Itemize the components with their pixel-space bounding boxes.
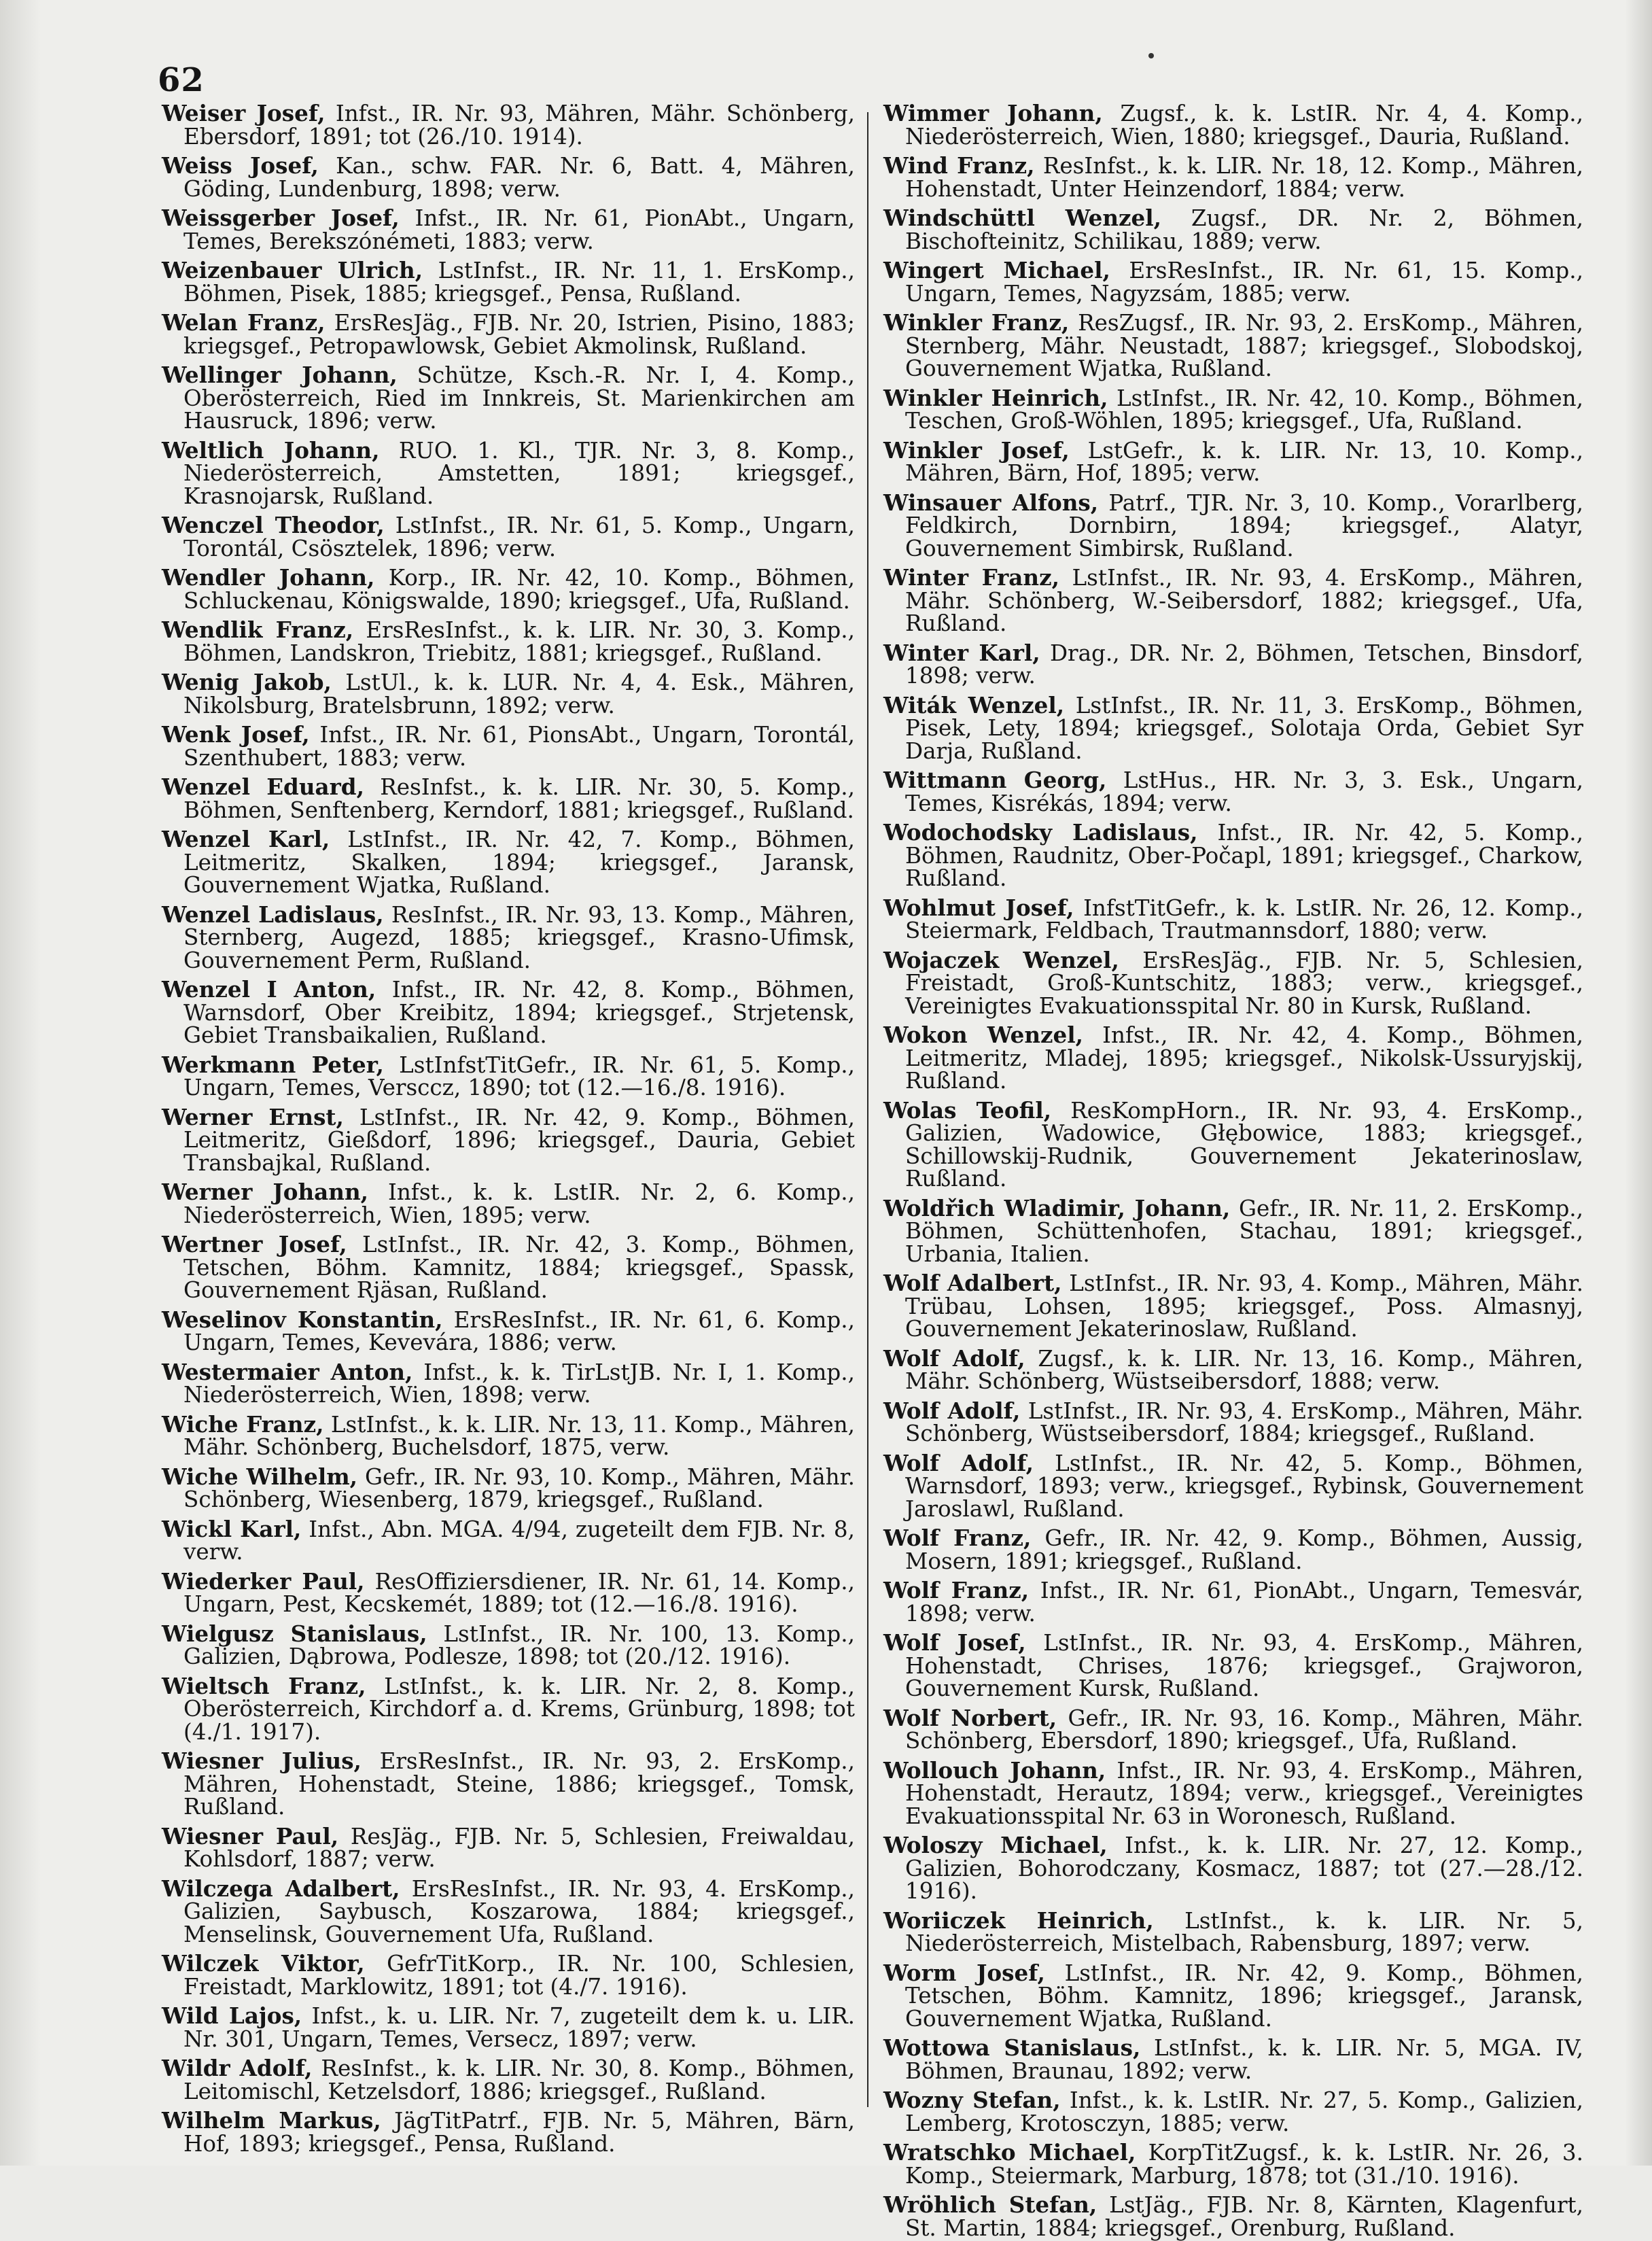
entry-details: ErsResJäg., FJB. Nr. 5, Schlesien, Freistadt, Groß-Kuntschitz, 1883; verw., kriegsgef., Vereinigtes Evakuationsspital Nr. 80 in Kursk, Rußland. — [905, 947, 1583, 1019]
entry-details: Gefr., IR. Nr. 93, 16. Komp., Mähren, Mähr. Schönberg, Ebersdorf, 1890; kriegsgef., Ufa, Rußland. — [905, 1705, 1583, 1754]
entry-details: Infst., Abn. MGA. 4/94, zugeteilt dem FJB. Nr. 8, verw. — [183, 1516, 856, 1565]
casualty-entry — [883, 311, 1583, 381]
casualty-entry — [162, 1410, 855, 1460]
entry-name: Wiederker Paul, — [162, 1567, 365, 1595]
entry-details: LstInfst., k. k. LIR. Nr. 2, 8. Komp., Oberösterreich, Kirchdorf a. d. Krems, Grünburg, 1898; tot (4./1. 1917). — [183, 1673, 856, 1745]
casualty-entry — [162, 154, 855, 201]
casualty-entry — [162, 903, 855, 973]
page-number: 62 — [158, 61, 205, 99]
entry-name: Wröhlich Stefan, — [883, 2191, 1097, 2218]
entry-name: Wendler Johann, — [162, 564, 375, 591]
casualty-entry — [883, 1272, 1583, 1341]
casualty-entry — [162, 1622, 855, 1669]
entry-name: Weselinov Konstantin, — [162, 1306, 443, 1333]
casualty-entry — [883, 384, 1584, 434]
entry-details: Infst., IR. Nr. 61, PionsAbt., Ungarn, Torontál, Szenthubert, 1883; verw. — [183, 722, 856, 771]
casualty-entry — [162, 514, 855, 560]
casualty-entry — [162, 259, 855, 305]
entry-name: Wiche Wilhelm, — [162, 1463, 358, 1490]
entry-details: ResInfst., k. k. LIR. Nr. 18, 12. Komp., Mähren, Hohenstadt, Unter Heinzendorf, 1884; verw. — [905, 153, 1583, 202]
entry-name: Woloszy Michael, — [883, 1832, 1108, 1858]
casualty-entry — [162, 671, 855, 717]
entry-name: Wolf Adolf, — [883, 1344, 1025, 1372]
entry-details: LstInfst., IR. Nr. 11, 3. ErsKomp., Böhmen, Pisek, Lety, 1894; kriegsgef., Solotaja Orda, Gebiet Syr Darja, Rußland. — [905, 692, 1583, 764]
entry-details: LstInfst., IR. Nr. 93, 4. Komp., Mähren, Mähr. Trübau, Lohsen, 1895; kriegsgef., Poss. Almasnyj, Gouvernement Jekaterinoslaw, Rußland. — [905, 1270, 1583, 1342]
casualty-entry — [883, 1704, 1583, 1754]
entry-name: Wiche Franz, — [162, 1410, 324, 1438]
entry-name: Werner Ernst, — [162, 1103, 344, 1130]
entry-details: ResInfst., k. k. LIR. Nr. 30, 5. Komp., Böhmen, Senftenberg, Kerndorf, 1881; kriegsgef., Rußland. — [183, 774, 855, 823]
casualty-entry — [162, 566, 855, 612]
entry-details: LstInfst., IR. Nr. 42, 5. Komp., Böhmen, Warnsdorf, 1893; verw., kriegsgef., Rybinsk, Gouvernement Jaroslawl, Rußland. — [905, 1450, 1583, 1522]
casualty-entry — [883, 491, 1583, 561]
casualty-entry — [162, 723, 855, 769]
casualty-entry — [883, 1449, 1583, 1522]
entry-details: Gefr., IR. Nr. 42, 9. Komp., Böhmen, Aussig, Mosern, 1891; kriegsgef., Rußland. — [905, 1525, 1583, 1574]
casualty-entry — [883, 2141, 1583, 2187]
entry-name: Werkmann Peter, — [162, 1051, 384, 1078]
casualty-entry — [883, 1631, 1583, 1701]
casualty-entry — [162, 2004, 855, 2051]
entry-name: Wolf Josef, — [883, 1629, 1026, 1656]
entry-name: Wenig Jakob, — [162, 669, 332, 695]
casualty-entry — [883, 2089, 1583, 2135]
entry-name: Wohlmut Josef, — [883, 894, 1074, 921]
entry-details: LstJäg., FJB. Nr. 8, Kärnten, Klagenfurt, St. Martin, 1884; kriegsgef., Orenburg, Rußland. — [905, 2192, 1583, 2241]
entry-details: LstInfst., IR. Nr. 42, 10. Komp., Böhmen, Teschen, Groß-Wöhlen, 1895; kriegsgef., Ufa, Rußland. — [905, 385, 1584, 434]
entry-name: Weissgerber Josef, — [162, 205, 400, 231]
casualty-entry — [162, 1465, 855, 1512]
entry-name: Wickl Karl, — [162, 1515, 302, 1542]
entry-details: LstHus., HR. Nr. 3, 3. Esk., Ungarn, Temes, Kisrékás, 1894; verw. — [905, 767, 1583, 816]
entry-details: Infst., k. k. LIR. Nr. 27, 12. Komp., Galizien, Bohorodczany, Kosmacz, 1887; tot (27.—28./12. 1916). — [905, 1832, 1583, 1904]
entry-name: Wottowa Stanislaus, — [883, 2034, 1141, 2061]
entry-name: Wojaczek Wenzel, — [883, 946, 1119, 973]
casualty-entry — [883, 566, 1583, 636]
entry-name: Wildr Adolf, — [162, 2055, 313, 2081]
entry-details: Schütze, Ksch.-R. Nr. I, 4. Komp., Oberösterreich, Ried im Innkreis, St. Marienkirchen am Hausruck, 1896; verw. — [183, 362, 855, 434]
casualty-entry — [162, 1877, 855, 1947]
entry-name: Wilczek Viktor, — [162, 1950, 365, 1977]
entry-name: Wild Lajos, — [162, 2002, 302, 2029]
casualty-entry — [883, 1959, 1583, 2032]
casualty-entry — [162, 102, 855, 148]
casualty-entry — [162, 1233, 855, 1302]
entry-details: LstInfst., IR. Nr. 61, 5. Komp., Ungarn, Torontál, Csösztelek, 1896; verw. — [183, 513, 856, 561]
casualty-entry — [162, 616, 855, 666]
entry-details: Infst., IR. Nr. 42, 4. Komp., Böhmen, Leitmeritz, Mladej, 1895; kriegsgef., Nikolsk-Ussuryjskij, Rußland. — [905, 1022, 1584, 1094]
casualty-entry — [162, 436, 855, 509]
entry-name: Wenzel Eduard, — [162, 774, 364, 800]
scan-shadow-right — [1625, 0, 1652, 2166]
entry-name: Wokon Wenzel, — [883, 1022, 1083, 1048]
entry-name: Westermaier Anton, — [162, 1358, 413, 1385]
entry-name: Wolf Norbert, — [883, 1704, 1057, 1731]
casualty-entry — [883, 1194, 1584, 1267]
entry-name: Wiesner Paul, — [162, 1822, 339, 1849]
entry-details: LstInfst., IR. Nr. 93, 4. ErsKomp., Mähren, Hohenstadt, Chrises, 1876; kriegsgef., Grajworon, Gouvernement Kursk, Rußland. — [905, 1630, 1583, 1701]
entry-details: Infst., k. u. LIR. Nr. 7, zugeteilt dem k. u. LIR. Nr. 301, Ungarn, Temes, Versecz, 1897; verw. — [183, 2003, 855, 2052]
entry-details: LstInfst., IR. Nr. 100, 13. Komp., Galizien, Dąbrowa, Podlesze, 1898; tot (20./12. 1916). — [183, 1620, 855, 1669]
entry-details: ErsResInfst., k. k. LIR. Nr. 30, 3. Komp., Böhmen, Landskron, Triebitz, 1881; kriegsgef., Rußland. — [183, 617, 855, 666]
casualty-entry — [883, 821, 1583, 890]
entry-details: ResInfst., IR. Nr. 93, 13. Komp., Mähren, Sternberg, Augezd, 1885; kriegsgef., Krasno-Ufimsk, Gouvernement Perm, Rußland. — [183, 901, 855, 973]
casualty-entry — [883, 1096, 1583, 1192]
entry-details: ResOffiziersdiener, IR. Nr. 61, 14. Komp., Ungarn, Pest, Kecskemét, 1889; tot (12.—16./8. 1916). — [183, 1568, 855, 1617]
entry-details: LstInfstTitGefr., IR. Nr. 61, 5. Komp., Ungarn, Temes, Versccz, 1890; tot (12.—16./8. 1916). — [183, 1052, 856, 1100]
entry-details: Gefr., IR. Nr. 11, 2. ErsKomp., Böhmen, Schüttenhofen, Stachau, 1891; kriegsgef., Urbania, Italien. — [905, 1195, 1584, 1267]
casualty-entry — [883, 207, 1583, 253]
entry-name: Wieltsch Franz, — [162, 1672, 366, 1699]
casualty-entry — [162, 1103, 855, 1176]
entry-details: ResInfst., k. k. LIR. Nr. 30, 8. Komp., Böhmen, Leitomischl, Ketzelsdorf, 1886; kriegsgef., Rußland. — [183, 2055, 855, 2104]
casualty-entry — [883, 1756, 1584, 1829]
entry-details: Patrf., TJR. Nr. 3, 10. Komp., Vorarlberg, Feldkirch, Dornbirn, 1894; kriegsgef., Alatyr, Gouvernement Simbirsk, Rußland. — [905, 489, 1583, 561]
casualty-entry — [162, 978, 855, 1047]
casualty-entry — [883, 1527, 1583, 1573]
entry-details: ResJäg., FJB. Nr. 5, Schlesien, Freiwaldau, Kohlsdorf, 1887; verw. — [183, 1823, 856, 1872]
casualty-entry — [162, 1181, 855, 1227]
entry-name: Witák Wenzel, — [883, 691, 1065, 718]
entry-details: LstInfst., k. k. LIR. Nr. 5, MGA. IV, Böhmen, Braunau, 1892; verw. — [905, 2035, 1583, 2084]
entry-name: Wodochodsky Ladislaus, — [883, 819, 1198, 846]
entry-details: LstUl., k. k. LUR. Nr. 4, 4. Esk., Mähren, Nikolsburg, Bratelsbrunn, 1892; verw. — [183, 670, 855, 718]
entry-name: Winkler Heinrich, — [883, 384, 1108, 411]
casualty-entry — [162, 1567, 855, 1617]
entry-name: Wozny Stefan, — [883, 2087, 1061, 2113]
entry-name: Wilhelm Markus, — [162, 2107, 381, 2134]
entry-name: Woriiczek Heinrich, — [883, 1907, 1154, 1934]
entry-details: Korp., IR. Nr. 42, 10. Komp., Böhmen, Schluckenau, Königswalde, 1890; kriegsgef., Ufa, Rußland. — [183, 565, 856, 614]
entry-name: Wind Franz, — [883, 152, 1035, 179]
entry-details: JägTitPatrf., FJB. Nr. 5, Mähren, Bärn, Hof, 1893; kriegsgef., Pensa, Rußland. — [183, 2108, 855, 2157]
entry-name: Wenk Josef, — [162, 721, 310, 748]
entry-name: Wiesner Julius, — [162, 1748, 362, 1774]
casualty-entry — [162, 1358, 855, 1408]
entry-name: Wolas Teofil, — [883, 1096, 1052, 1124]
entry-name: Wingert Michael, — [883, 257, 1110, 283]
right-column — [883, 100, 1584, 2241]
casualty-entry — [883, 1024, 1583, 1093]
entry-details: Infst., k. k. TirLstJB. Nr. I, 1. Komp., Niederösterreich, Wien, 1898; verw. — [183, 1359, 855, 1408]
entry-details: LstGefr., k. k. LIR. Nr. 13, 10. Komp., Mähren, Bärn, Hof, 1895; verw. — [905, 437, 1584, 486]
entry-name: Wertner Josef, — [162, 1231, 347, 1257]
casualty-entry — [883, 2193, 1583, 2240]
entry-details: Infst., IR. Nr. 42, 8. Komp., Böhmen, Warnsdorf, Ober Kreibitz, 1894; kriegsgef., Strjetensk, Gebiet Transbaikalien, Rußland. — [183, 977, 856, 1048]
entry-details: LstInfst., IR. Nr. 93, 4. ErsKomp., Mähren, Mähr. Schönberg, W.-Seibersdorf, 1882; kriegsgef., Ufa, Rußland. — [905, 565, 1583, 636]
entry-details: Infst., IR. Nr. 61, PionAbt., Ungarn, Temesvár, 1898; verw. — [905, 1578, 1583, 1627]
entry-name: Wolf Adolf, — [883, 1397, 1021, 1424]
entry-details: Zugsf., k. k. LIR. Nr. 13, 16. Komp., Mähren, Mähr. Schönberg, Wüstseibersdorf, 1888; verw. — [905, 1345, 1583, 1394]
entry-details: ResZugsf., IR. Nr. 93, 2. ErsKomp., Mähren, Sternberg, Mähr. Neustadt, 1887; kriegsgef., Slobodskoj, Gouvernement Wjatka, Rußland. — [905, 310, 1583, 381]
entry-details: InfstTitGefr., k. k. LstIR. Nr. 26, 12. Komp., Steiermark, Feldbach, Trautmannsdorf, 1880; verw. — [905, 894, 1583, 943]
entry-details: RUO. 1. Kl., TJR. Nr. 3, 8. Komp., Niederösterreich, Amstetten, 1891; kriegsgef., Krasnojarsk, Rußland. — [183, 437, 855, 509]
casualty-entry — [883, 769, 1583, 815]
entry-details: ErsResJäg., FJB. Nr. 20, Istrien, Pisino, 1883; kriegsgef., Petropawlowsk, Gebiet Akmolinsk, Rußland. — [183, 310, 855, 359]
casualty-entry — [162, 207, 855, 253]
casualty-entry — [162, 1750, 855, 1819]
casualty-entry — [883, 639, 1583, 689]
entry-details: LstInfst., IR. Nr. 11, 1. ErsKomp., Böhmen, Pisek, 1885; kriegsgef., Pensa, Rußland. — [183, 258, 855, 307]
entry-name: Wenzel Ladislaus, — [162, 901, 384, 928]
left-column — [162, 100, 856, 2157]
entry-name: Winkler Franz, — [883, 309, 1070, 336]
entry-name: Wollouch Johann, — [883, 1756, 1106, 1784]
casualty-entry — [162, 828, 855, 897]
casualty-entry — [162, 1308, 855, 1355]
entry-name: Wolf Franz, — [883, 1525, 1032, 1551]
entry-name: Weiser Josef, — [162, 100, 326, 126]
entry-details: Zugsf., DR. Nr. 2, Böhmen, Bischofteinitz, Schilikau, 1889; verw. — [905, 205, 1583, 254]
entry-details: LstInfst., IR. Nr. 42, 9. Komp., Böhmen, Leitmeritz, Gießdorf, 1896; kriegsgef., Dauria, Gebiet Transbajkal, Rußland. — [183, 1104, 855, 1176]
entry-details: LstInfst., k. k. LIR. Nr. 13, 11. Komp., Mähren, Mähr. Schönberg, Buchelsdorf, 1875, verw. — [183, 1411, 855, 1460]
print-dot — [1148, 53, 1154, 58]
entry-details: LstInfst., IR. Nr. 93, 4. ErsKomp., Mähren, Mähr. Schönberg, Wüstseibersdorf, 1884; kriegsgef., Rußland. — [905, 1397, 1583, 1446]
entry-details: Infst., IR. Nr. 93, Mähren, Mähr. Schönberg, Ebersdorf, 1891; tot (26./10. 1914). — [183, 101, 855, 150]
casualty-entry — [883, 946, 1583, 1019]
entry-name: Winsauer Alfons, — [883, 489, 1099, 516]
entry-name: Worm Josef, — [883, 1959, 1045, 1986]
entry-name: Winkler Josef, — [883, 436, 1070, 464]
entry-name: Welan Franz, — [162, 309, 326, 336]
entry-details: Gefr., IR. Nr. 93, 10. Komp., Mähren, Mähr. Schönberg, Wiesenberg, 1879, kriegsgef., Rußland. — [183, 1463, 855, 1512]
casualty-entry — [883, 154, 1583, 201]
entry-name: Wratschko Michael, — [883, 2139, 1136, 2166]
entry-name: Windschüttl Wenzel, — [883, 205, 1161, 231]
entry-details: Infst., IR. Nr. 42, 5. Komp., Böhmen, Raudnitz, Ober-Počapl, 1891; kriegsgef., Charkow, Rußland. — [905, 820, 1583, 891]
entry-name: Wolf Adolf, — [883, 1449, 1034, 1476]
casualty-entry — [162, 2057, 855, 2103]
casualty-entry — [162, 1515, 856, 1565]
entry-name: Werner Johann, — [162, 1179, 368, 1205]
entry-details: GefrTitKorp., IR. Nr. 100, Schlesien, Freistadt, Marklowitz, 1891; tot (4./7. 1916). — [183, 1951, 855, 2000]
casualty-entry — [883, 2036, 1583, 2083]
entry-name: Wellinger Johann, — [162, 362, 398, 388]
entry-name: Wielgusz Stanislaus, — [162, 1620, 427, 1647]
entry-name: Wittmann Georg, — [883, 767, 1107, 793]
casualty-entry — [162, 311, 855, 358]
casualty-entry — [883, 1579, 1583, 1625]
entry-details: ErsResInfst., IR. Nr. 61, 15. Komp., Ungarn, Temes, Nagyzsám, 1885; verw. — [905, 258, 1583, 307]
entry-details: Infst., k. k. LstIR. Nr. 27, 5. Komp., Galizien, Lemberg, Krotosczyn, 1885; verw. — [905, 2087, 1583, 2136]
casualty-entry — [883, 1344, 1583, 1394]
entry-name: Woldřich Wladimir, Johann, — [883, 1194, 1231, 1221]
entry-details: Kan., schw. FAR. Nr. 6, Batt. 4, Mähren, Göding, Lundenburg, 1898; verw. — [183, 153, 855, 202]
entry-details: KorpTitZugsf., k. k. LstIR. Nr. 26, 3. Komp., Steiermark, Marburg, 1878; tot (31./10. 1916). — [905, 2140, 1584, 2189]
casualty-entry — [883, 1909, 1583, 1956]
entry-name: Wimmer Johann, — [883, 100, 1103, 126]
entry-details: ResKompHorn., IR. Nr. 93, 4. ErsKomp., Galizien, Wadowice, Głębowice, 1883; kriegsgef., Schillowskij-Rudnik, Gouvernement Jekaterinoslaw, Rußland. — [905, 1097, 1583, 1192]
entry-details: LstInfst., IR. Nr. 42, 9. Komp., Böhmen, Tetschen, Böhm. Kamnitz, 1896; kriegsgef., Jaransk, Gouvernement Wjatka, Rußland. — [905, 1960, 1583, 2032]
casualty-entry — [162, 1952, 855, 1998]
entry-details: LstInfst., IR. Nr. 42, 3. Komp., Böhmen, Tetschen, Böhm. Kamnitz, 1884; kriegsgef., Spassk, Gouvernement Rjäsan, Rußland. — [183, 1232, 856, 1303]
casualty-entry — [162, 1672, 856, 1745]
entry-name: Weiss Josef, — [162, 152, 319, 179]
casualty-entry — [162, 1051, 856, 1100]
entry-name: Winter Karl, — [883, 639, 1040, 666]
entry-details: LstInfst., k. k. LIR. Nr. 5, Niederösterreich, Mistelbach, Rabensburg, 1897; verw. — [905, 1907, 1584, 1956]
entry-name: Weltlich Johann, — [162, 436, 380, 464]
casualty-entry — [162, 776, 855, 822]
entry-name: Wolf Adalbert, — [883, 1270, 1062, 1296]
entry-name: Wenczel Theodor, — [162, 512, 385, 538]
casualty-entry — [883, 436, 1584, 486]
entry-details: ErsResInfst., IR. Nr. 93, 2. ErsKomp., Mähren, Hohenstadt, Steine, 1886; kriegsgef., Tomsk, Rußland. — [183, 1748, 855, 1820]
entry-details: Infst., IR. Nr. 93, 4. ErsKomp., Mähren, Hohenstadt, Herautz, 1894; verw., kriegsgef., Vereinigtes Evakuationsspital Nr. 63 in Woronesch, Rußland. — [905, 1757, 1584, 1829]
casualty-entry — [883, 691, 1583, 764]
entry-details: ErsResInfst., IR. Nr. 93, 4. ErsKomp., Galizien, Saybusch, Koszarowa, 1884; kriegsgef., Menselinsk, Gouvernement Ufa, Rußland. — [183, 1875, 855, 1947]
entry-details: Drag., DR. Nr. 2, Böhmen, Tetschen, Binsdorf, 1898; verw. — [905, 640, 1583, 689]
entry-name: Wendlik Franz, — [162, 616, 354, 643]
entry-name: Wenzel Karl, — [162, 826, 330, 852]
entry-details: Infst., IR. Nr. 61, PionAbt., Ungarn, Temes, Berekszónémeti, 1883; verw. — [183, 205, 855, 254]
entry-details: ErsResInfst., IR. Nr. 61, 6. Komp., Ungarn, Temes, Kevevára, 1886; verw. — [183, 1306, 855, 1355]
casualty-entry — [162, 1822, 856, 1872]
casualty-entry — [162, 2109, 855, 2155]
casualty-entry — [883, 102, 1583, 148]
entry-details: Zugsf., k. k. LstIR. Nr. 4, 4. Komp., Niederösterreich, Wien, 1880; kriegsgef., Dauria, Rußland. — [905, 101, 1583, 150]
entry-name: Weizenbauer Ulrich, — [162, 257, 423, 283]
entry-details: LstInfst., IR. Nr. 42, 7. Komp., Böhmen, Leitmeritz, Skalken, 1894; kriegsgef., Jaransk, Gouvernement Wjatka, Rußland. — [183, 827, 855, 898]
entry-details: Infst., k. k. LstIR. Nr. 2, 6. Komp., Niederösterreich, Wien, 1895; verw. — [183, 1179, 855, 1228]
casualty-entry — [883, 1834, 1583, 1903]
scan-shadow-left — [0, 0, 41, 2166]
entry-name: Wenzel I Anton, — [162, 976, 376, 1003]
entry-name: Wolf Franz, — [883, 1577, 1030, 1603]
column-divider — [867, 112, 868, 2107]
entry-name: Winter Franz, — [883, 564, 1059, 591]
casualty-entry — [883, 259, 1583, 305]
entry-name: Wilczega Adalbert, — [162, 1875, 400, 1902]
casualty-entry — [883, 1397, 1583, 1446]
casualty-entry — [883, 894, 1583, 943]
casualty-entry — [162, 364, 855, 433]
